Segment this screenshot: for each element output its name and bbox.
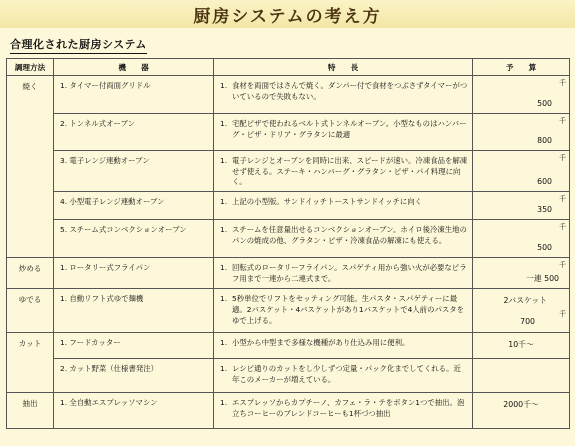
yen-unit: 千 [559,261,566,270]
price-value: 500 [537,98,552,108]
feature-cell [214,333,473,359]
equipment-cell: 1. タイマー付両面グリドル [54,76,214,114]
equipment-cell: 1. ロータリー式フライパン [54,258,214,289]
budget-cell [473,220,570,258]
table-row [7,289,570,333]
category-cell: カット [7,333,54,393]
equipment-cell: 1. 自動リフト式ゆで麺機 [54,289,214,333]
feature-cell [214,192,473,220]
feature-cell [214,393,473,429]
table-row [7,114,570,151]
category-cell: 炒める [7,258,54,289]
category-cell: ゆでる [7,289,54,333]
feature-number: 1. [220,294,228,304]
equipment-cell: 2. トンネル式オーブン [54,114,214,151]
price-value: 600 [537,176,552,186]
feature-number: 1. [220,225,228,235]
feature-number: 1. [220,119,228,128]
table-row [7,192,570,220]
feature-cell [214,151,473,192]
yen-unit: 千 [559,117,566,125]
category-cell: 抽出 [7,393,54,429]
feature-number: 1. [220,197,228,207]
price-value: 一連 500 [526,273,559,283]
price-value: 350 [537,204,552,214]
feature-number: 1. [220,263,228,273]
budget-cell [473,258,570,289]
header-equipment: 機 器 [54,59,214,76]
header-method: 調理方法 [7,59,54,76]
header-budget: 予 算 [473,59,570,76]
feature-number: 1. [220,398,228,408]
table-row [7,220,570,258]
feature-text: 上記の小型版。サンドイッチトーストサンドイッチに向く [232,197,423,207]
table-row [7,76,570,114]
page-title: 厨房システムの考え方 [193,7,382,27]
price-label: 2バスケット [503,296,547,306]
budget-cell [473,192,570,220]
equipment-cell: 3. 電子レンジ連動オーブン [54,151,214,192]
table-row [7,151,570,192]
feature-cell [214,114,473,151]
feature-text: 宅配ピザで使われるベルト式トンネルオーブン。小型なものはハンバーグ・ピザ・ドリア・グラタンに最適 [232,119,467,139]
budget-cell [473,114,570,151]
feature-cell [214,220,473,258]
budget-cell [473,76,570,114]
feature-text: 回転式のロータリーフライパン。スパゲティ用から強い火が必要なピラフ用まで一連から二連式まで。 [232,263,467,283]
equipment-cell: 1. 全自動エスプレッソマシン [54,393,214,429]
feature-number: 1. [220,81,228,90]
price-value: 2000千～ [503,400,539,410]
budget-cell [473,393,570,429]
feature-cell [214,258,473,289]
feature-number: 1. [220,364,228,374]
yen-unit: 千 [559,310,566,319]
header-features: 特 長 [214,59,473,76]
yen-unit: 千 [559,195,566,204]
equipment-cell: 5. スチーム式コンベクションオーブン [54,220,214,258]
price-value: 700 [520,316,535,326]
feature-text: 5秒単位でリフトをセッティング可能。生パスタ・スパゲティーに最適。2バスケット・4バスケットがあり1バスケットで4人前のパスタをゆで上げる。 [232,294,465,325]
feature-text: 小型から中型まで多様な機種があり仕込み用に便利。 [232,338,410,348]
table-header-row [7,59,570,76]
yen-unit: 千 [559,79,566,87]
equipment-cell: 1. フードカッター [54,333,214,359]
budget-cell [473,333,570,359]
feature-text: スチームを任意量出せるコンベクションオーブン。ホイロ後冷凍生地のパンの焼成の他、グラタン・ピザ・冷凍食品の解凍にも使える。 [232,225,467,245]
section-title: 合理化された厨房システム [10,36,147,54]
feature-text: 電子レンジとオーブンを同時に出来、スピードが速い。冷凍食品を解凍せず使える。ステーキ・ハンバーグ・グラタン・ピザ・パイ料理に向く。 [232,156,468,187]
budget-cell [473,151,570,192]
feature-text: エスプレッソからカプチーノ、カフェ・ラ・テをボタン1つで抽出。泡立ちコーヒーのブレンドコーヒーも1杯づつ抽出 [232,398,465,418]
budget-cell [473,359,570,393]
table-row [7,359,570,393]
yen-unit: 千 [559,223,566,232]
feature-cell [214,289,473,333]
feature-number: 1. [220,338,228,348]
feature-number: 1. [220,156,228,165]
equipment-cell: 4. 小型電子レンジ連動オーブン [54,192,214,220]
price-value: 800 [537,135,552,145]
feature-cell [214,76,473,114]
feature-cell [214,359,473,393]
feature-text: レシピ通りのカットをし少しずつ定量・パック化までしてくれる。近年このメーカーが増えている。 [232,364,461,384]
budget-cell [473,289,570,333]
kitchen-system-table [6,58,570,429]
table-row [7,393,570,429]
feature-text: 食材を両面ではさんで焼く。ダンパー付で食材をつぶさずタイマーがついているので失敗もない。 [232,81,468,101]
category-cell: 焼く [7,76,54,258]
equipment-cell: 2. カット野菜（仕様書発注） [54,359,214,393]
table-row [7,258,570,289]
yen-unit: 千 [559,154,566,162]
price-value: 500 [537,242,552,252]
price-value: 10千～ [508,340,534,350]
table-row [7,333,570,359]
